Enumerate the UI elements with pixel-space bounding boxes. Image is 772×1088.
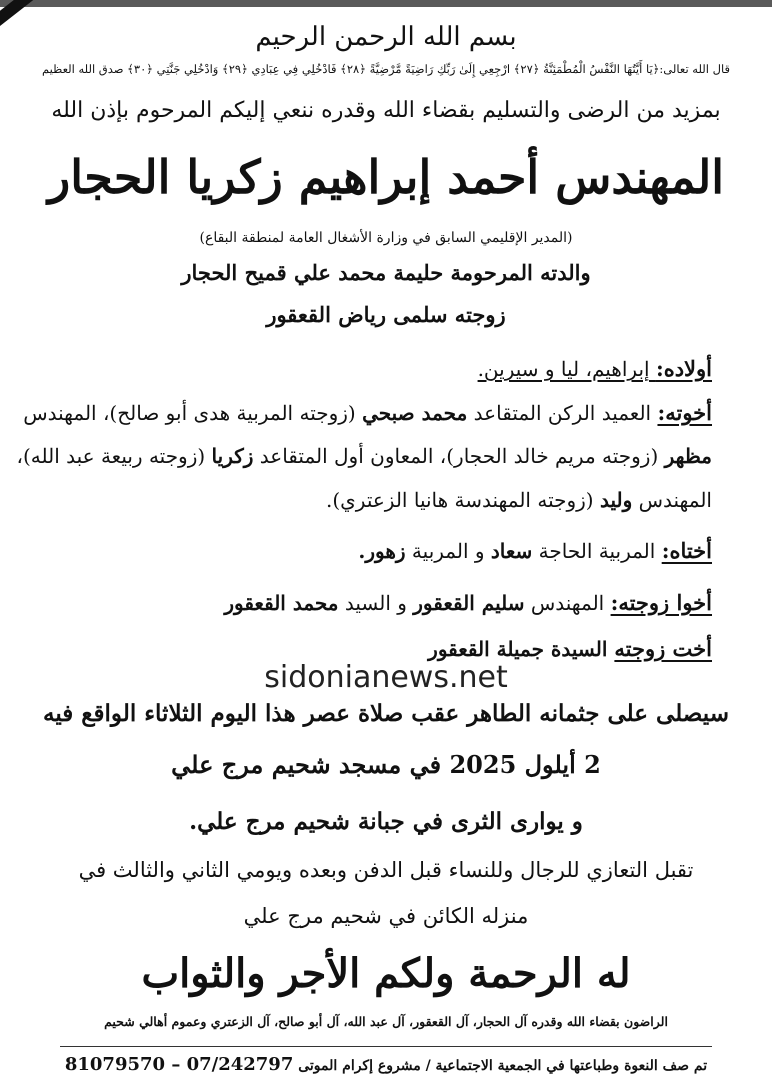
footer-line [60, 1054, 712, 1075]
watermark: sidonianews.net [264, 660, 508, 695]
sisters-line [60, 538, 712, 563]
brothers-text: (زوجته المربية هدى أبو صالح)، المهندس [23, 401, 363, 425]
wife-brothers-text: و السيد [338, 591, 414, 615]
deceased-name: المهندس أحمد إبراهيم زكريا الحجار [47, 150, 724, 204]
wife-brother-name: سليم القعقور [413, 591, 525, 615]
brothers-line-3 [60, 488, 712, 512]
children-names: إبراهيم، ليا و سيرين. [477, 357, 656, 381]
brothers-line-1 [23, 400, 712, 425]
wife-sister-line [60, 636, 712, 661]
brothers-line-2 [16, 444, 712, 468]
brother-name: محمد صبحي [362, 401, 468, 425]
wife-sister-label: أخت زوجته [614, 636, 712, 661]
prayer-line-3: و يوارى الثرى في جبانة شحيم مرج علي. [189, 808, 583, 835]
brothers-text: (زوجته ربيعة عبد الله)، [16, 444, 212, 468]
closing-phrase: له الرحمة ولكم الأجر والثواب [141, 950, 631, 997]
basmala: بسم الله الرحمن الرحيم [255, 22, 517, 52]
sister-name: زهور. [358, 539, 406, 563]
prayer-line-2: 2 أيلول 2025 في مسجد شحيم مرج علي [171, 750, 601, 779]
brothers-text: (زوجته مريم خالد الحجار)، المعاون أول المتقاعد [253, 444, 665, 468]
children-label: أولاده: [655, 356, 712, 381]
footer-phones: 81079570 – 07/242797 [64, 1054, 294, 1075]
brother-name: مظهر [664, 444, 712, 468]
brother-name: زكريا [211, 444, 254, 468]
sister-name: سعاد [490, 539, 533, 563]
prayer-line-1: سيصلى على جثمانه الطاهر عقب صلاة عصر هذا اليوم الثلاثاء الواقع فيه [43, 700, 729, 727]
wife-brother-name: محمد القعقور [224, 591, 339, 615]
brothers-text: المهندس [632, 488, 712, 512]
condolences-line-1: تقبل التعازي للرجال وللنساء قبل الدفن وبعده ويومي الثاني والثالث في [78, 858, 694, 882]
deceased-position: (المدير الإقليمي السابق في وزارة الأشغال العامة لمنطقة البقاع) [199, 230, 573, 246]
footer-text: تم صف النعوة وطباعتها في الجمعية الاجتماعية / مشروع إكرام الموتى [293, 1058, 708, 1074]
children-line [60, 356, 712, 381]
quran-verse: قال الله تعالى:﴿يَا أَيَّتُهَا النَّفْسُ الْمُطْمَئِنَّةُ ﴿٢٧﴾ ارْجِعِي إِلَىٰ رَبِّكِ رَاضِيَةً مَّرْضِيَّةً ﴿٢٨﴾ فَادْخُلِي فِي عِبَادِي ﴿٢٩﴾ وَادْخُلِي جَنَّتِي ﴿٣٠﴾ صدق الله العظيم [42, 62, 730, 76]
sisters-text: و المربية [405, 539, 491, 563]
intro-text: بمزيد من الرضى والتسليم بقضاء الله وقدره ننعي إليكم المرحوم بإذن الله [51, 98, 721, 123]
wife-brothers-label: أخوا زوجته: [610, 590, 712, 615]
sisters-label: أختاه: [661, 538, 712, 563]
brothers-text: (زوجته المهندسة هانيا الزعتري). [325, 488, 600, 512]
wife-brothers-text: المهندس [524, 591, 611, 615]
footer-divider [60, 1046, 712, 1047]
condolences-line-2: منزله الكائن في شحيم مرج علي [243, 904, 529, 928]
brothers-label: أخوته: [657, 400, 712, 425]
mother-line: والدته المرحومة حليمة محمد علي قميح الحجار [181, 260, 591, 285]
sisters-text: المربية الحاجة [532, 539, 662, 563]
wife-brothers-line [60, 590, 712, 615]
brothers-text: العميد الركن المتقاعد [467, 401, 658, 425]
wife-line: زوجته سلمى رياض القعقور [266, 302, 506, 327]
wife-sister-name: السيدة جميلة القعقور [428, 637, 615, 661]
brother-name: وليد [599, 488, 633, 512]
mourners-line: الراضون بقضاء الله وقدره آل الحجار، آل القعقور، آل عبد الله، آل أبو صالح، آل الزعتري وعموم أهالي شحيم [104, 1014, 668, 1029]
